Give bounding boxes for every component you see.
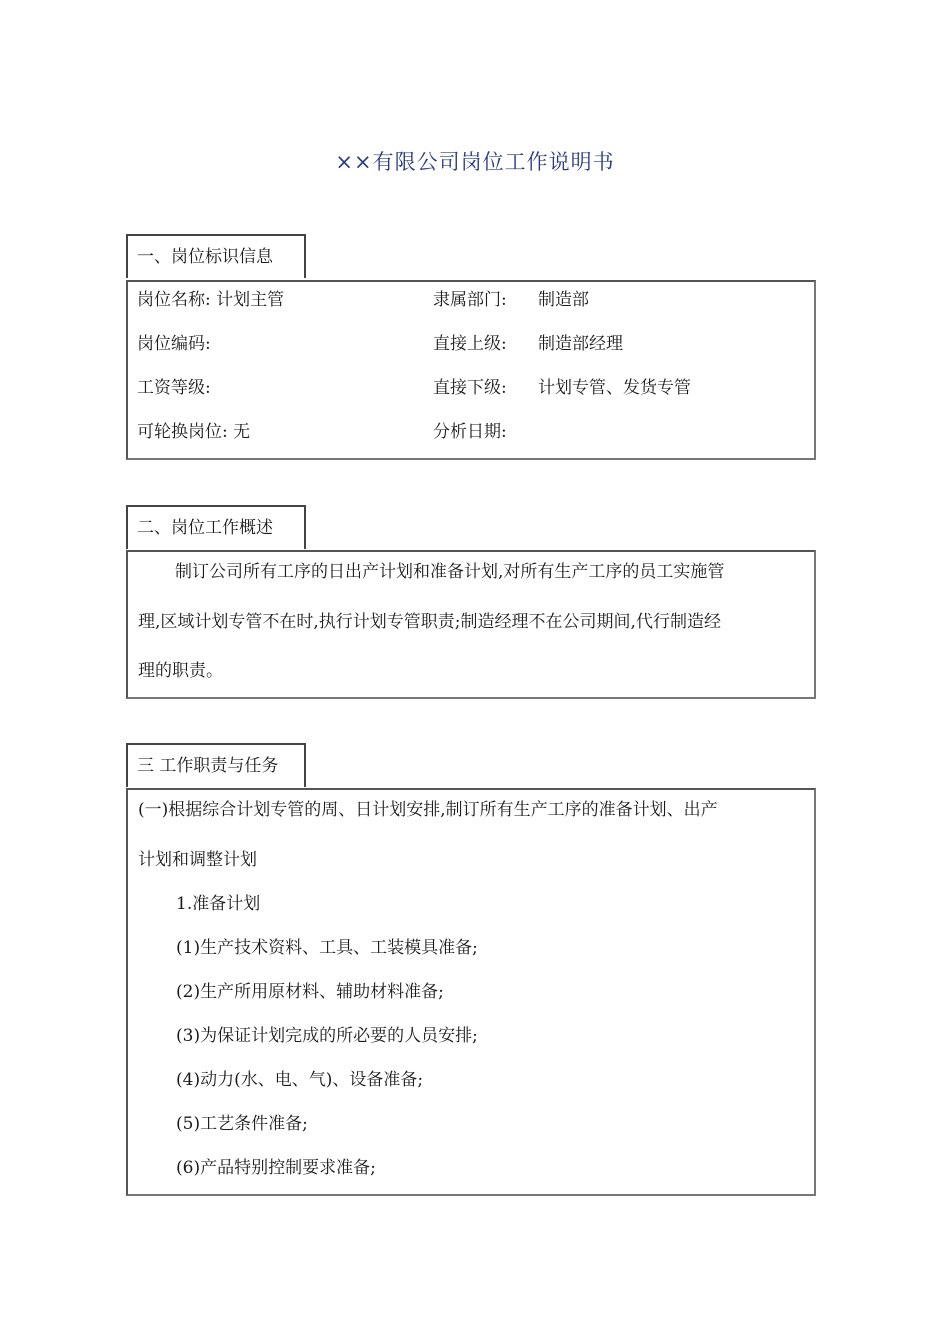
duty-line: (6)产品特别控制要求准备;	[176, 1158, 376, 1178]
department-label: 隶属部门:	[433, 290, 507, 310]
job-code-field: 岗位编码:	[137, 334, 211, 354]
duty-line: (2)生产所用原材料、辅助材料准备;	[176, 982, 444, 1002]
section1-heading-tab	[126, 234, 306, 278]
department-value: 制造部	[538, 290, 589, 310]
salary-grade-field: 工资等级:	[137, 378, 211, 398]
section2-heading: 二、岗位工作概述	[137, 518, 273, 538]
analysis-date-label: 分析日期:	[433, 422, 507, 442]
summary-line: 制订公司所有工序的日出产计划和准备计划,对所有生产工序的员工实施管	[175, 562, 725, 582]
rotation-field: 可轮换岗位: 无	[137, 422, 251, 442]
duty-line: (5)工艺条件准备;	[176, 1114, 308, 1134]
job-name-field: 岗位名称: 计划主管	[137, 290, 285, 310]
document-title: ××有限公司岗位工作说明书	[335, 150, 615, 174]
section2-heading-tab	[126, 505, 306, 549]
duty-line: 1.准备计划	[176, 894, 261, 914]
duty-line: (3)为保证计划完成的所必要的人员安排;	[176, 1026, 478, 1046]
duty-line: (一)根据综合计划专管的周、日计划安排,制订所有生产工序的准备计划、出产	[138, 800, 718, 820]
section1-heading: 一、岗位标识信息	[137, 247, 273, 267]
supervisor-label: 直接上级:	[433, 334, 507, 354]
section3-heading: 三 工作职责与任务	[137, 756, 279, 776]
section1-info-box	[126, 280, 816, 460]
section3-duties-box	[126, 788, 816, 1196]
subordinates-value: 计划专管、发货专管	[538, 378, 691, 398]
duty-line: (1)生产技术资料、工具、工装模具准备;	[176, 938, 478, 958]
subordinates-label: 直接下级:	[433, 378, 507, 398]
section3-heading-tab	[126, 743, 306, 787]
duty-line: 计划和调整计划	[138, 850, 257, 870]
supervisor-value: 制造部经理	[538, 334, 623, 354]
section2-summary-box	[126, 550, 816, 699]
summary-line: 理,区域计划专管不在时,执行计划专管职责;制造经理不在公司期间,代行制造经	[138, 612, 721, 632]
summary-line: 理的职责。	[138, 661, 223, 681]
duty-line: (4)动力(水、电、气)、设备准备;	[176, 1070, 424, 1090]
